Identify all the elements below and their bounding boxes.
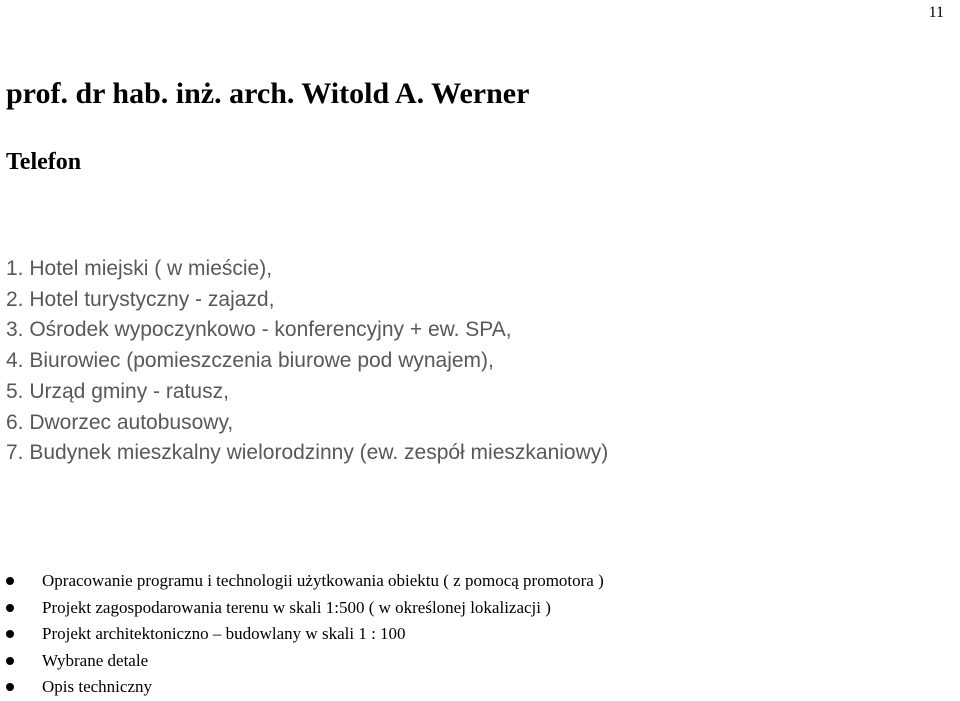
building-item-6: 6. Dworzec autobusowy, [6,410,234,434]
task-item-3 [0,621,604,648]
bullet-icon [6,683,14,691]
building-item-3: 3. Ośrodek wypoczynkowo - konferencyjny + ew. SPA, [6,318,512,342]
task-text-5: Opis techniczny [42,677,152,697]
building-item-4: 4. Biurowiec (pomieszczenia biurowe pod wynajem), [6,349,494,373]
building-item-5: 5. Urząd gminy - ratusz, [6,379,229,403]
building-type-list [6,254,608,469]
section-title: Telefon [6,149,82,175]
task-item-4 [0,648,604,675]
author-heading: prof. dr hab. inż. arch. Witold A. Werner [6,77,530,110]
task-text-1: Opracowanie programu i technologii użytkowania obiektu ( z pomocą promotora ) [42,571,604,590]
task-text-3: Projekt architektoniczno – budowlany w skali 1 : 100 [42,624,406,644]
page-number: 11 [928,4,944,21]
task-item-2 [0,595,604,622]
bullet-icon [6,657,14,665]
task-item-1 [0,568,604,595]
building-item-7: 7. Budynek mieszkalny wielorodzinny (ew. zespół mieszkaniowy) [6,441,609,465]
task-bullet-list [0,568,604,701]
building-item-2: 2. Hotel turystyczny - zajazd, [6,287,275,311]
task-text-4: Wybrane detale [42,650,149,670]
bullet-icon [6,630,14,638]
bullet-icon [6,577,14,585]
task-text-2: Projekt zagospodarowania terenu w skali 1:500 ( w określonej lokalizacji ) [42,597,551,617]
building-item-1: 1. Hotel miejski ( w mieście), [6,257,273,280]
bullet-icon [6,604,14,612]
